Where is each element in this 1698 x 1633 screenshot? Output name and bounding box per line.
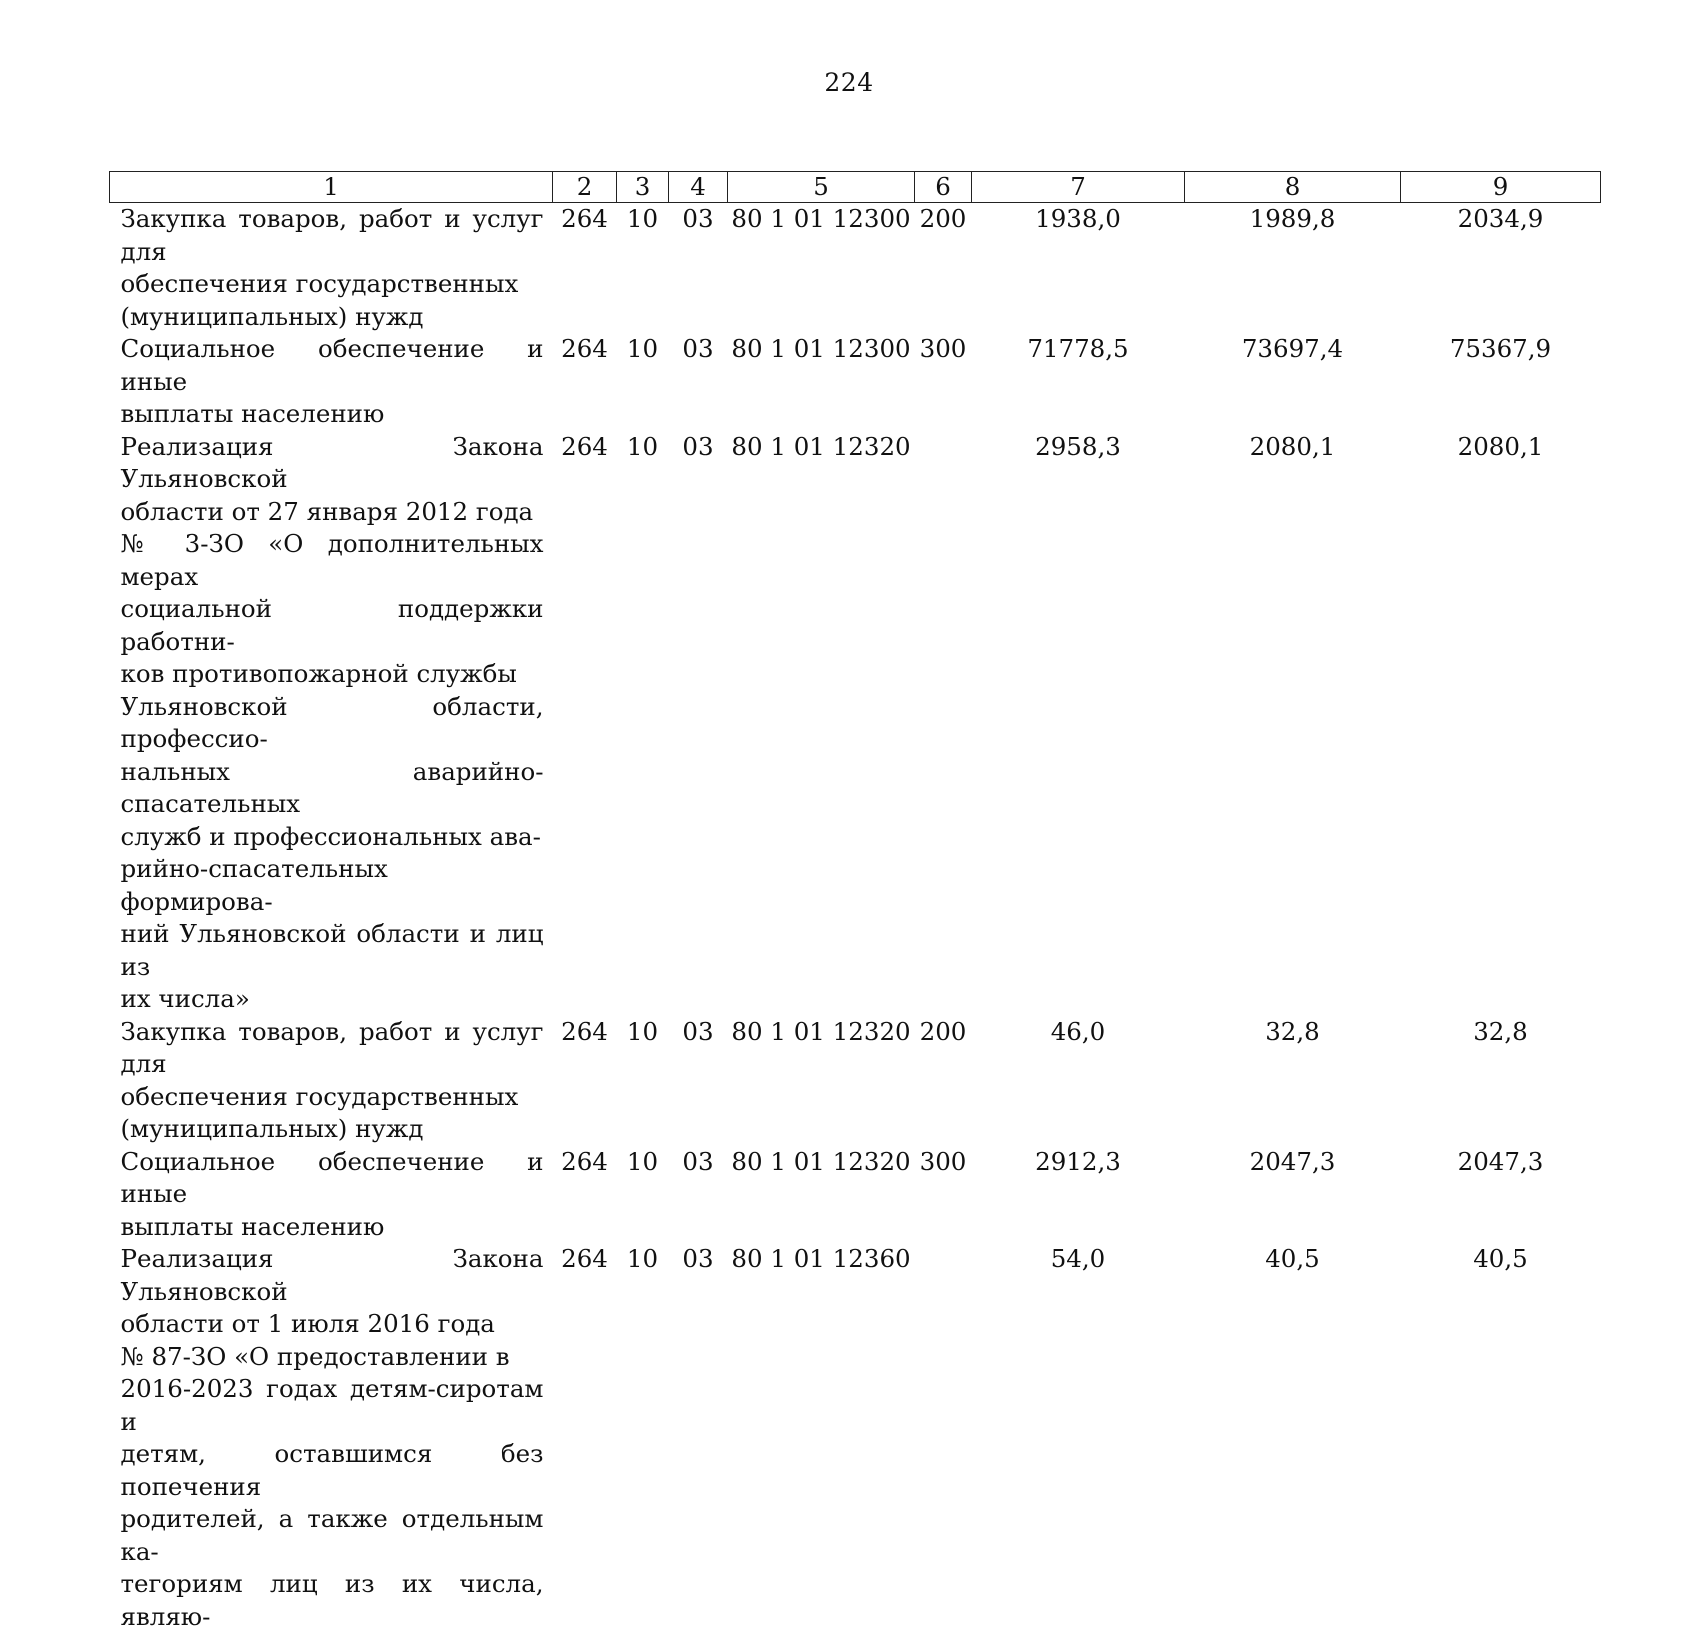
description-line: 2016-2023 годах детям-сиротам и [121,1373,544,1438]
row-description [110,1146,553,1244]
cell-admin-code: 264 [553,1243,617,1633]
cell-admin-code: 264 [553,333,617,431]
row-description [110,1243,553,1633]
description-line: тегориям лиц из их числа, являю- [121,1568,544,1633]
cell-admin-code: 264 [553,1146,617,1244]
cell-target-article: 80 1 01 12300 [728,203,915,334]
column-header-5: 5 [728,172,915,203]
cell-amount-col8: 32,8 [1185,1016,1401,1146]
cell-amount-col7: 46,0 [972,1016,1185,1146]
cell-amount-col8: 2080,1 [1185,431,1401,1016]
cell-section: 10 [617,333,669,431]
column-header-3: 3 [617,172,669,203]
cell-amount-col8: 1989,8 [1185,203,1401,334]
description-line: их числа» [121,983,544,1016]
row-description [110,431,553,1016]
description-line: выплаты населению [121,1211,544,1244]
description-line: ний Ульяновской области и лиц из [121,918,544,983]
cell-admin-code: 264 [553,203,617,334]
description-line: (муниципальных) нужд [121,301,544,334]
cell-section: 10 [617,1243,669,1633]
row-description [110,1016,553,1146]
table-body [110,203,1601,1633]
cell-amount-col8: 73697,4 [1185,333,1401,431]
table-row [110,1016,1601,1146]
cell-section: 10 [617,431,669,1016]
column-header-2: 2 [553,172,617,203]
description-line: рийно-спасательных формирова- [121,853,544,918]
description-line: Ульяновской области, профессио- [121,691,544,756]
column-header-9: 9 [1401,172,1601,203]
cell-expense-type [915,431,972,1016]
description-line: области от 27 января 2012 года [121,496,544,529]
cell-subsection: 03 [669,333,728,431]
description-line: Закупка товаров, работ и услуг для [121,203,544,268]
table-row [110,1243,1601,1633]
description-line: нальных аварийно-спасательных [121,756,544,821]
description-line: Закупка товаров, работ и услуг для [121,1016,544,1081]
table-row [110,203,1601,334]
column-header-4: 4 [669,172,728,203]
cell-amount-col7: 54,0 [972,1243,1185,1633]
description-line: Социальное обеспечение и иные [121,1146,544,1211]
cell-amount-col9: 40,5 [1401,1243,1601,1633]
cell-subsection: 03 [669,203,728,334]
description-line: обеспечения государственных [121,268,544,301]
cell-amount-col7: 2958,3 [972,431,1185,1016]
cell-expense-type: 200 [915,203,972,334]
column-header-6: 6 [915,172,972,203]
description-line: области от 1 июля 2016 года [121,1308,544,1341]
cell-section: 10 [617,203,669,334]
cell-target-article: 80 1 01 12300 [728,333,915,431]
row-description [110,333,553,431]
cell-target-article: 80 1 01 12320 [728,1016,915,1146]
cell-amount-col7: 1938,0 [972,203,1185,334]
cell-target-article: 80 1 01 12320 [728,431,915,1016]
description-line: (муниципальных) нужд [121,1113,544,1146]
cell-expense-type: 200 [915,1016,972,1146]
cell-amount-col9: 32,8 [1401,1016,1601,1146]
page-number: 224 [0,68,1698,97]
header-row [110,172,1601,203]
description-line: Реализация Закона Ульяновской [121,1243,544,1308]
description-line: выплаты населению [121,398,544,431]
cell-amount-col9: 2047,3 [1401,1146,1601,1244]
cell-amount-col7: 71778,5 [972,333,1185,431]
table-row [110,431,1601,1016]
cell-amount-col8: 40,5 [1185,1243,1401,1633]
description-line: ков противопожарной службы [121,658,544,691]
cell-expense-type: 300 [915,333,972,431]
cell-subsection: 03 [669,1243,728,1633]
cell-expense-type: 300 [915,1146,972,1244]
column-header-1: 1 [110,172,553,203]
table-row [110,1146,1601,1244]
row-description [110,203,553,334]
cell-amount-col8: 2047,3 [1185,1146,1401,1244]
cell-expense-type [915,1243,972,1633]
description-line: обеспечения государственных [121,1081,544,1114]
cell-target-article: 80 1 01 12320 [728,1146,915,1244]
cell-amount-col9: 2080,1 [1401,431,1601,1016]
cell-admin-code: 264 [553,1016,617,1146]
cell-admin-code: 264 [553,431,617,1016]
cell-subsection: 03 [669,1146,728,1244]
cell-amount-col9: 2034,9 [1401,203,1601,334]
description-line: Реализация Закона Ульяновской [121,431,544,496]
cell-amount-col7: 2912,3 [972,1146,1185,1244]
cell-target-article: 80 1 01 12360 [728,1243,915,1633]
description-line: родителей, а также отдельным ка- [121,1503,544,1568]
column-header-8: 8 [1185,172,1401,203]
cell-section: 10 [617,1016,669,1146]
column-header-7: 7 [972,172,1185,203]
cell-subsection: 03 [669,1016,728,1146]
budget-table [109,171,1601,1633]
description-line: детям, оставшимся без попечения [121,1438,544,1503]
description-line: социальной поддержки работни- [121,593,544,658]
cell-subsection: 03 [669,431,728,1016]
description-line: служб и профессиональных ава- [121,821,544,854]
description-line: № 87-ЗО «О предоставлении в [121,1341,544,1374]
table-header [110,172,1601,203]
cell-section: 10 [617,1146,669,1244]
description-line: № 3-ЗО «О дополнительных мерах [121,528,544,593]
description-line: Социальное обеспечение и иные [121,333,544,398]
table-row [110,333,1601,431]
cell-amount-col9: 75367,9 [1401,333,1601,431]
